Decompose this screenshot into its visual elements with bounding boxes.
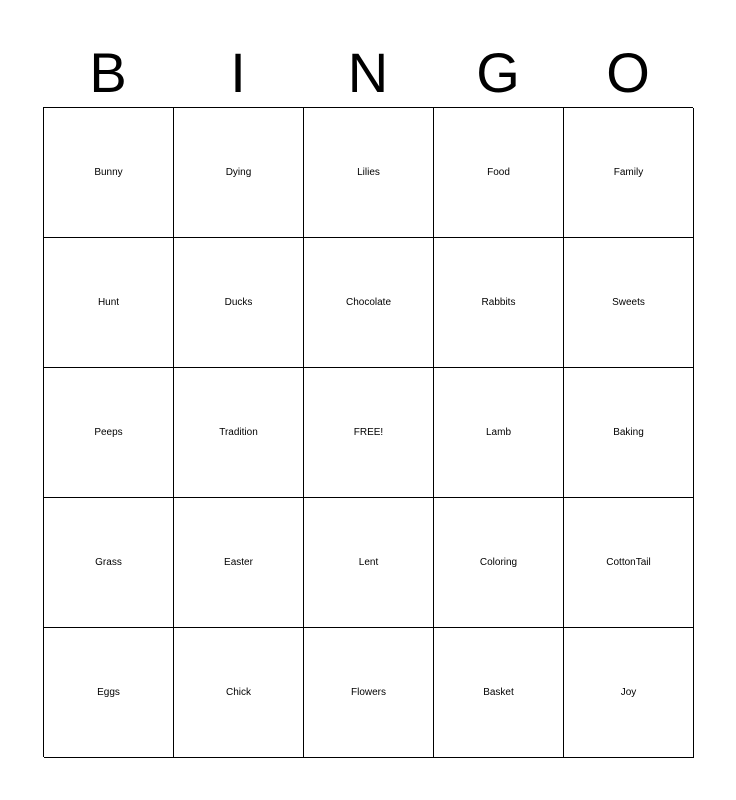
bingo-cell: Lent bbox=[304, 498, 434, 628]
bingo-header bbox=[43, 38, 693, 108]
bingo-cell: Flowers bbox=[304, 628, 434, 758]
header-letter-n: N bbox=[347, 41, 389, 104]
bingo-cell: Basket bbox=[434, 628, 564, 758]
bingo-cell: Ducks bbox=[174, 238, 304, 368]
bingo-cell: Dying bbox=[174, 108, 304, 238]
bingo-cell: Tradition bbox=[174, 368, 304, 498]
bingo-cell: Joy bbox=[564, 628, 694, 758]
bingo-board bbox=[43, 107, 693, 757]
bingo-cell: Lamb bbox=[434, 368, 564, 498]
header-letter-g: G bbox=[476, 41, 520, 104]
bingo-cell: Chick bbox=[174, 628, 304, 758]
bingo-cell: Peeps bbox=[44, 368, 174, 498]
bingo-cell: Baking bbox=[564, 368, 694, 498]
bingo-cell: Eggs bbox=[44, 628, 174, 758]
header-letter-i: I bbox=[230, 41, 246, 104]
bingo-cell: Food bbox=[434, 108, 564, 238]
bingo-cell: Bunny bbox=[44, 108, 174, 238]
bingo-cell: Sweets bbox=[564, 238, 694, 368]
bingo-cell: Grass bbox=[44, 498, 174, 628]
header-letter-b: B bbox=[89, 41, 127, 104]
bingo-cell: Chocolate bbox=[304, 238, 434, 368]
bingo-cell: CottonTail bbox=[564, 498, 694, 628]
header-letter-o: O bbox=[606, 41, 650, 104]
bingo-cell: Hunt bbox=[44, 238, 174, 368]
bingo-cell: Family bbox=[564, 108, 694, 238]
bingo-cell: Coloring bbox=[434, 498, 564, 628]
bingo-cell: Easter bbox=[174, 498, 304, 628]
bingo-cell: Lilies bbox=[304, 108, 434, 238]
bingo-cell: Rabbits bbox=[434, 238, 564, 368]
bingo-cell free-space: FREE! bbox=[304, 368, 434, 498]
